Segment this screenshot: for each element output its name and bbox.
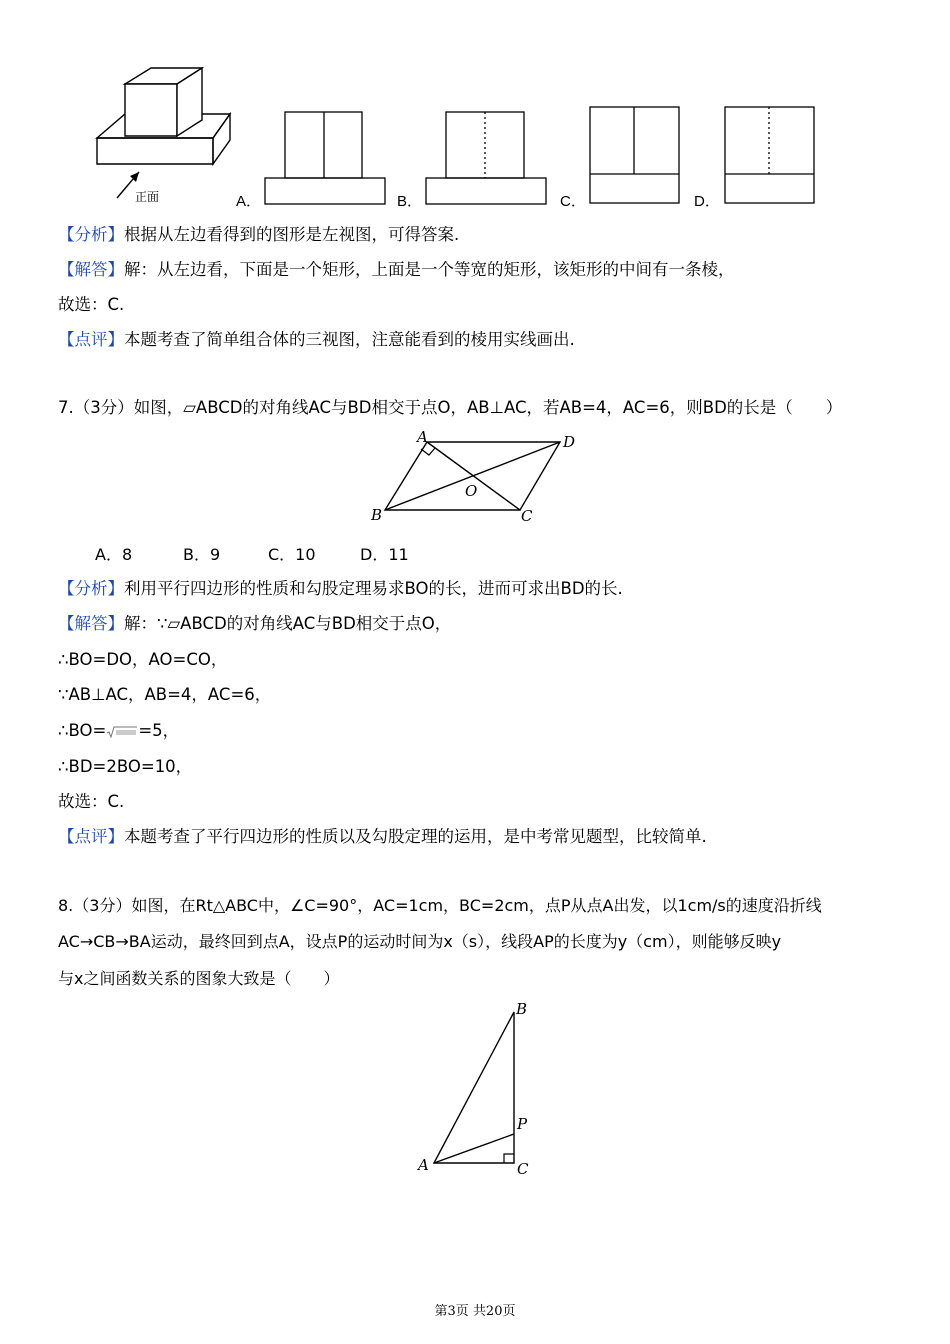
q6-option-d: D． [694, 193, 720, 210]
q7-option-c: C．10 [268, 545, 316, 564]
q7-option-b: B．9 [183, 545, 221, 564]
q7-answer-line-6: 故选：C. [58, 792, 125, 811]
q7-answer-line-2: ∴BO=DO，AO=CO， [58, 650, 228, 669]
q7-analysis [58, 577, 623, 601]
q7-option-d: D．11 [360, 545, 409, 564]
q6-option-a: A． [236, 193, 262, 210]
q6-option-d-figure [723, 105, 818, 205]
q8-label-p: P [517, 1115, 528, 1133]
q7-label-a: A [417, 428, 428, 446]
comment-text: 本题考查了平行四边形的性质以及勾股定理的运用，是中考常见题型，比较简单. [124, 827, 707, 846]
comment-text: 本题考查了简单组合体的三视图，注意能看到的棱用实线画出. [124, 330, 575, 349]
answer-tag: 【解答】 [58, 260, 124, 279]
q7-stem: 7.（3分）如图，▱ABCD的对角线AC与BD相交于点O，AB⊥AC，若AB=4，AC=6，则BD的长是（ ） [58, 398, 843, 417]
comment-tag: 【点评】 [58, 330, 124, 349]
q8-label-c: C [517, 1160, 529, 1178]
q6-option-b: B． [397, 193, 423, 210]
q8-stem-line-2: AC→CB→BA运动，最终回到点A，设点P的运动时间为x（s），线段AP的长度为y（cm），则能够反映y [58, 932, 782, 951]
q7-comment [58, 825, 707, 849]
answer-text: 解：∵▱ABCD的对角线AC与BD相交于点O， [124, 614, 452, 633]
q6-option-a-figure [263, 110, 388, 205]
q6-option-c-figure [588, 105, 683, 205]
page-footer: 第3页 共20页 [434, 1304, 516, 1319]
q8-triangle-figure [412, 998, 542, 1183]
q8-stem-line-1: 8.（3分）如图，在Rt△ABC中，∠C=90°，AC=1cm，BC=2cm，点P从点A出发，以1cm/s的速度沿折线 [58, 896, 822, 915]
q7-label-b: B [371, 506, 383, 524]
analysis-tag: 【分析】 [58, 579, 124, 598]
q7-label-c: C [521, 507, 533, 525]
front-label: 正面 [135, 190, 160, 204]
q7-label-d: D [563, 433, 576, 451]
sqrt-icon [106, 726, 138, 738]
q6-solid-figure [95, 62, 235, 202]
q6-option-c: C． [560, 193, 586, 210]
q7-answer-line-3: ∵AB⊥AC，AB=4，AC=6， [58, 685, 272, 704]
q7-label-o: O [465, 482, 478, 500]
q7-answer [58, 612, 451, 636]
q8-stem-line-3: 与x之间函数关系的图象大致是（ ） [58, 969, 340, 988]
bo-prefix: ∴BO= [58, 721, 107, 740]
q8-label-b: B [516, 1000, 528, 1018]
q7-option-a: A．8 [95, 545, 133, 564]
answer-tag: 【解答】 [58, 614, 124, 633]
answer-text: 解：从左边看，下面是一个矩形，上面是一个等宽的矩形，该矩形的中间有一条棱， [124, 260, 735, 279]
bo-value: =5， [138, 721, 180, 740]
analysis-text: 利用平行四边形的性质和勾股定理易求BO的长，进而可求出BD的长. [124, 579, 623, 598]
q6-answer [58, 258, 735, 282]
q6-analysis [58, 223, 459, 247]
q7-answer-line-5: ∴BD=2BO=10， [58, 757, 193, 776]
q7-answer-line-4 [58, 719, 179, 743]
analysis-text: 根据从左边看得到的图形是左视图，可得答案. [124, 225, 460, 244]
analysis-tag: 【分析】 [58, 225, 124, 244]
q6-comment [58, 328, 575, 352]
q6-choice: 故选：C. [58, 295, 125, 314]
comment-tag: 【点评】 [58, 827, 124, 846]
q8-label-a: A [418, 1156, 429, 1174]
q6-option-b-figure [424, 110, 549, 205]
q7-parallelogram-figure [365, 428, 595, 528]
